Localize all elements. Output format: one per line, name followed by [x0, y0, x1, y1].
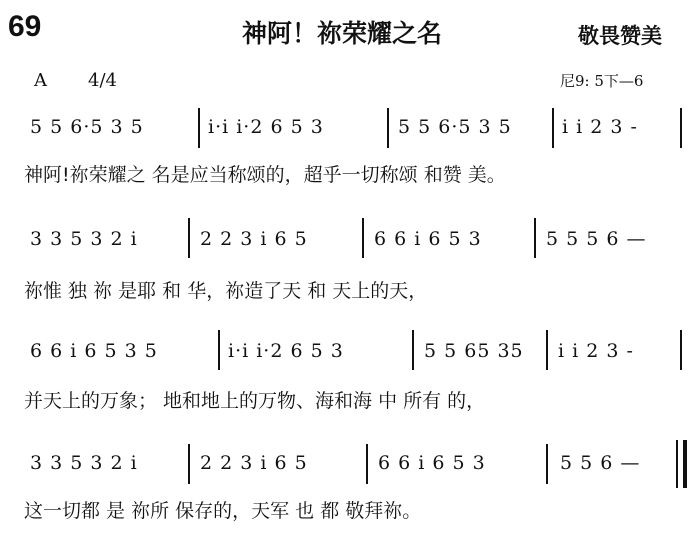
bar-line	[680, 108, 682, 148]
hymn-title: 神阿！祢荣耀之名	[242, 19, 443, 48]
lyrics-line: 神阿!祢荣耀之 名是应当称颂的，超乎一切称颂 和赞 美。	[24, 164, 506, 186]
bar-line	[188, 218, 190, 258]
measure: 5 5 65 35	[424, 340, 524, 362]
measure: i i 2 3 -	[562, 116, 638, 138]
scripture-reference: 尼9: 5下—6	[560, 72, 644, 90]
bar-line	[188, 444, 190, 484]
bar-line	[366, 444, 368, 484]
measure: 6 6 i 6 5 3	[378, 452, 486, 474]
measure: 2 2 3 i 6 5	[200, 452, 308, 474]
measure: 5 5 5 6 —	[546, 228, 647, 250]
lyrics-line: 这一切都 是 祢所 保存的，天军 也 都 敬拜祢。	[24, 500, 422, 522]
lyrics-line: 并天上的万象； 地和地上的万物、海和海 中 所有 的，	[24, 390, 486, 412]
hymn-category: 敬畏赞美	[578, 24, 662, 48]
measure: 5 5 6 —	[560, 452, 641, 474]
measure: 5 5 6·5 3 5	[398, 116, 512, 138]
bar-line	[546, 330, 548, 370]
lyrics-line: 祢惟 独 祢 是耶 和 华，祢造了天 和 天上的天，	[24, 280, 428, 302]
bar-line	[534, 218, 536, 258]
key-signature: A	[34, 70, 47, 91]
measure: 6 6 i 6 5 3	[374, 228, 482, 250]
measure: 3 3 5 3 2 i	[30, 452, 138, 474]
measure: i i 2 3 -	[558, 340, 634, 362]
measure: 6 6 i 6 5 3 5	[30, 340, 158, 362]
hymn-number: 69	[8, 10, 42, 43]
bar-line	[198, 108, 200, 148]
bar-line	[546, 444, 548, 484]
measure: i·i i·2 6 5 3	[208, 116, 324, 138]
measure: 3 3 5 3 2 i	[30, 228, 138, 250]
final-bar-line	[676, 440, 687, 488]
bar-line	[412, 330, 414, 370]
measure: i·i i·2 6 5 3	[228, 340, 344, 362]
time-signature: 4/4	[88, 70, 117, 91]
bar-line	[387, 108, 389, 148]
measure: 2 2 3 i 6 5	[200, 228, 308, 250]
bar-line	[552, 108, 554, 148]
bar-line	[362, 218, 364, 258]
measure: 5 5 6·5 3 5	[30, 116, 144, 138]
bar-line	[680, 330, 682, 370]
bar-line	[218, 330, 220, 370]
